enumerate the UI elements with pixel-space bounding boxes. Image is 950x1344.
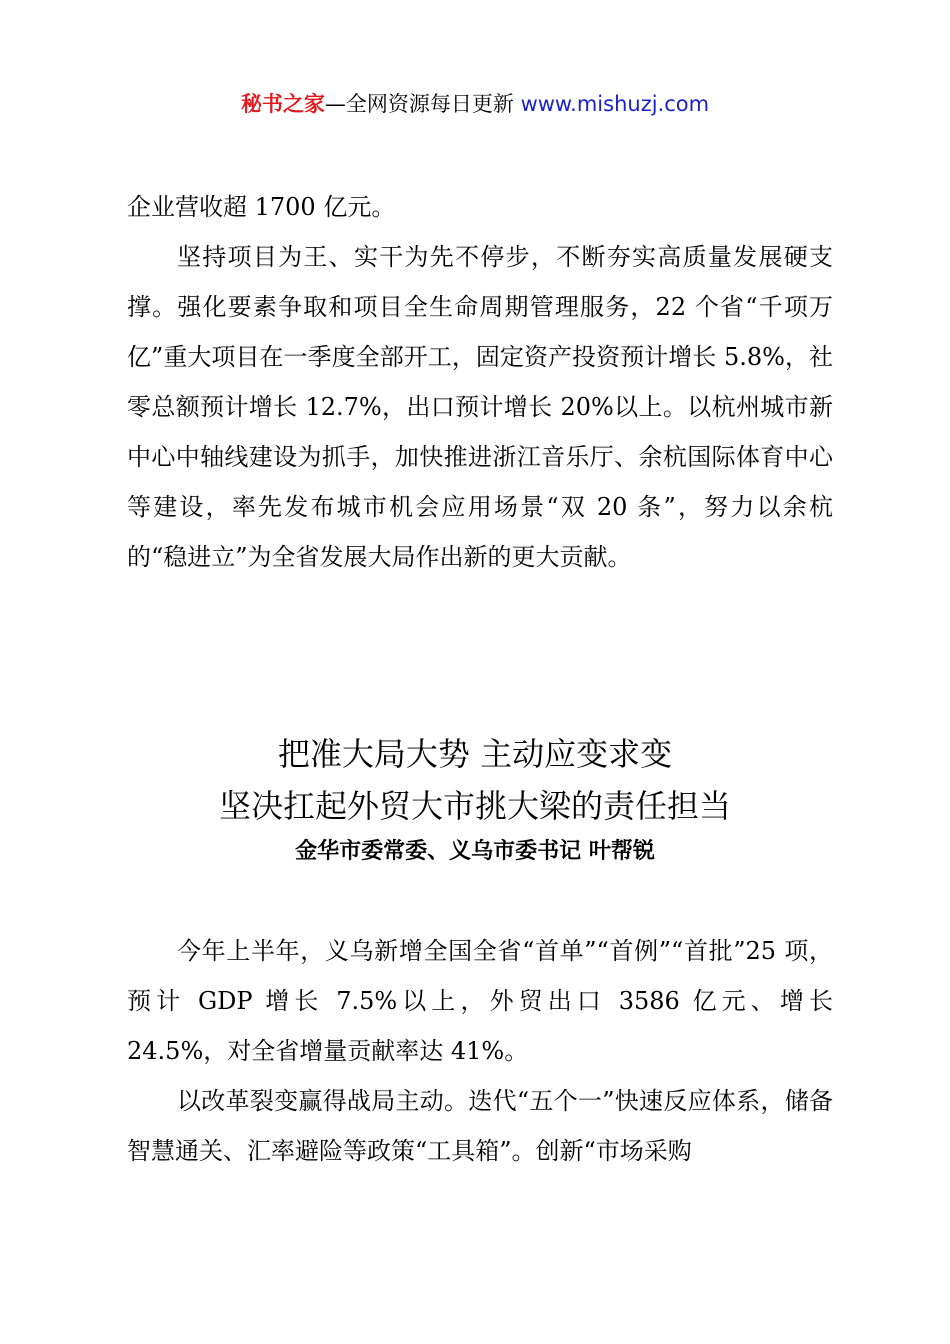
section-continued-text	[127, 182, 833, 582]
header-tagline: —全网资源每日更新	[324, 92, 521, 116]
header-url: www.mishuzj.com	[520, 92, 710, 116]
paragraph: 今年上半年，义乌新增全国全省“首单”“首例”“首批”25 项，预计 GDP 增长 7.5%以上，外贸出口 3586 亿元、增长 24.5%，对全省增量贡献率达 41%。	[127, 937, 833, 1065]
article-title-line-2: 坚决扛起外贸大市挑大梁的责任担当	[218, 787, 731, 825]
article-heading	[0, 728, 950, 872]
paragraph: 企业营收超 1700 亿元。	[127, 193, 396, 221]
header-brand: 秘书之家	[240, 92, 325, 116]
page-header	[0, 88, 950, 120]
paragraph: 坚持项目为王、实干为先不停步，不断夯实高质量发展硬支撑。强化要素争取和项目全生命周期管理服务，22 个省“千项万亿”重大项目在一季度全部开工，固定资产投资预计增长 5.8%，社零总额预计增长 12.7%，出口预计增长 20%以上。以杭州城市新中心中轴线建设为抓手，加快推进浙江音乐厅、余杭国际体育中心等建设，率先发布城市机会应用场景“双 20 条”，努力以余杭的“稳进立”为全省发展大局作出新的更大贡献。	[127, 243, 833, 571]
paragraph: 以改革裂变赢得战局主动。迭代“五个一”快速反应体系，储备智慧通关、汇率避险等政策“工具箱”。创新“市场采购	[127, 1087, 833, 1165]
article-author: 金华市委常委、义乌市委书记 叶帮锐	[295, 839, 655, 864]
article-title-line-1: 把准大局大势 主动应变求变	[277, 735, 673, 773]
article-body	[127, 926, 833, 1176]
